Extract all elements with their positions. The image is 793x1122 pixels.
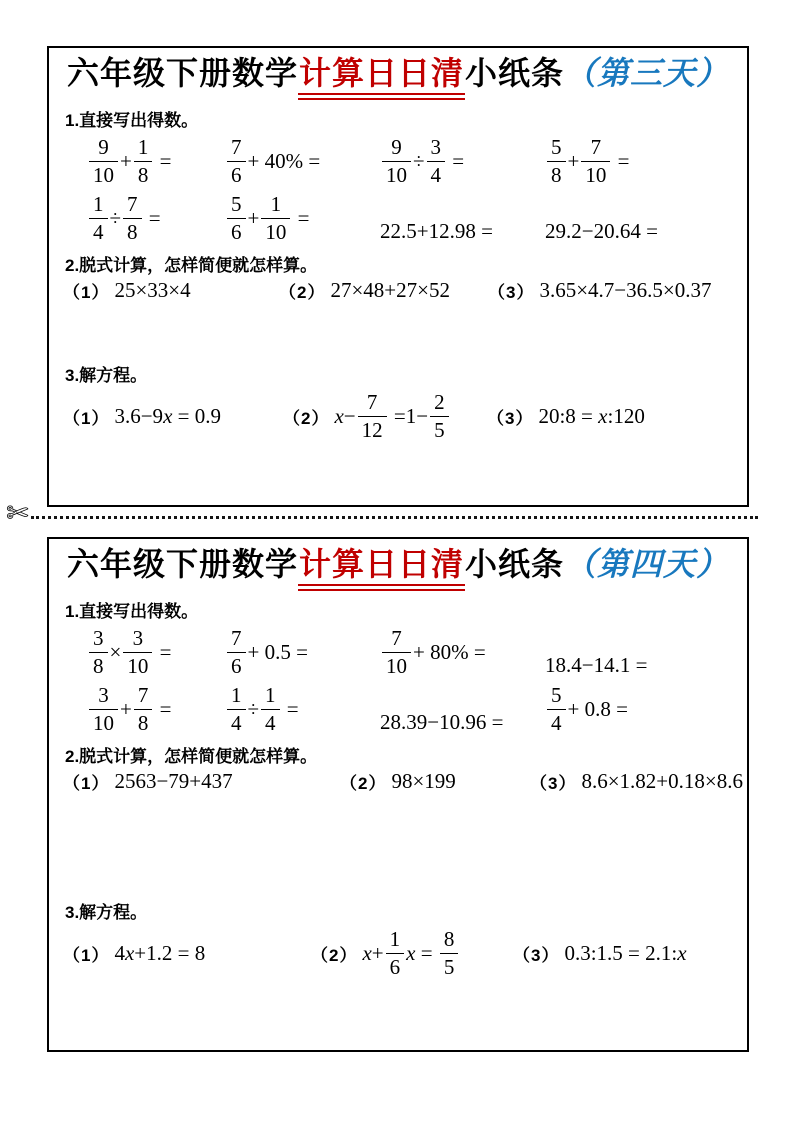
math-token: =: [154, 640, 172, 665]
math-token: = 0.9: [172, 403, 221, 428]
problem-number: （2）: [311, 945, 358, 965]
math-expression: [362, 926, 460, 979]
math-expression: [87, 137, 225, 186]
fraction: $\frac{1}{4}$: [261, 685, 280, 734]
math-token: =: [154, 697, 172, 722]
problem-number: （2）: [283, 408, 330, 428]
math-token: + 40% =: [247, 149, 321, 174]
problem-item: [513, 941, 687, 966]
fraction: $\frac{8}{5}$: [440, 929, 459, 978]
problem-number: （1）: [63, 283, 110, 303]
title-highlight: 计算日日清: [298, 545, 465, 591]
problem-item: [487, 404, 645, 429]
math-token: =: [154, 149, 172, 174]
fraction: $\frac{1}{4}$: [89, 194, 108, 243]
math-expression: [114, 404, 221, 429]
fraction: $\frac{3}{4}$: [427, 137, 446, 186]
math-expression: [391, 769, 455, 794]
q2-label: 2.脱式计算，怎样简便就怎样算。: [65, 256, 318, 276]
q1-row2: [49, 192, 747, 245]
math-expression: [87, 194, 225, 243]
math-token: 20:8 =: [538, 403, 599, 428]
math-token: 28.39−10.96 =: [380, 710, 504, 735]
math-token: + 0.5 =: [247, 640, 308, 665]
math-expression: [380, 628, 545, 677]
math-token: =: [612, 149, 630, 174]
worksheet-title: [49, 54, 747, 100]
math-token: ÷: [109, 206, 122, 231]
math-token: +: [120, 149, 132, 174]
math-variable: x: [362, 940, 372, 965]
problem-item: [340, 769, 530, 794]
math-expression: [87, 685, 225, 734]
math-expression: [87, 628, 225, 677]
problem-item: [530, 769, 743, 794]
math-variable: x: [598, 403, 608, 428]
fraction: $\frac{1}{8}$: [134, 137, 153, 186]
math-expression: [545, 137, 747, 186]
title-day-label: （第四天）: [564, 546, 730, 582]
fraction: $\frac{2}{5}$: [430, 392, 449, 441]
math-token: =: [292, 206, 310, 231]
math-token: 2563−79+437: [114, 769, 233, 794]
math-expression: [114, 769, 232, 794]
fraction: $\frac{1}{10}$: [261, 194, 290, 243]
math-expression: [225, 194, 380, 243]
math-expression: [538, 404, 644, 429]
problem-number: （3）: [513, 945, 560, 965]
math-token: + 80% =: [413, 640, 486, 665]
q1-label: 1.直接写出得数。: [65, 111, 199, 131]
problem-number: （2）: [279, 283, 326, 303]
fraction: $\frac{5}{8}$: [547, 137, 566, 186]
math-expression: [545, 653, 747, 679]
math-token: 25×33×4: [114, 278, 191, 303]
math-token: 3.65×4.7−36.5×0.37: [539, 278, 712, 303]
math-token: +: [247, 206, 260, 231]
q1-row2: [49, 683, 747, 736]
q1-row1: [49, 626, 747, 679]
fraction: $\frac{7}{10}$: [581, 137, 610, 186]
problem-number: （1）: [63, 774, 110, 794]
math-variable: x: [334, 403, 344, 428]
fraction: $\frac{7}{8}$: [134, 685, 153, 734]
cut-line: [6, 500, 758, 527]
problem-item: [488, 278, 712, 303]
title-highlight: 计算日日清: [298, 54, 465, 100]
q3-row: [49, 927, 747, 979]
fraction: $\frac{7}{6}$: [227, 628, 246, 677]
problem-number: （3）: [487, 408, 534, 428]
q3-row: [49, 390, 747, 442]
fraction: $\frac{3}{10}$: [89, 685, 118, 734]
math-token: =: [447, 149, 465, 174]
math-token: 0.3:1.5 = 2.1:: [564, 940, 678, 965]
math-token: 8.6×1.82+0.18×8.6: [581, 769, 743, 794]
problem-item: [63, 404, 283, 429]
problem-number: （1）: [63, 408, 110, 428]
math-token: ÷: [247, 697, 260, 722]
math-token: +: [371, 940, 384, 965]
scissors-icon: ✄: [6, 498, 29, 528]
q2-row: [49, 769, 747, 794]
problem-item: [63, 278, 279, 303]
math-token: +: [120, 697, 132, 722]
math-token: 27×48+27×52: [330, 278, 450, 303]
math-token: +: [567, 149, 580, 174]
problem-item: [279, 278, 488, 303]
q1-row1: [49, 135, 747, 188]
problem-number: （2）: [340, 774, 387, 794]
math-token: 29.2−20.64 =: [545, 219, 658, 244]
math-token: 18.4−14.1 =: [545, 653, 648, 678]
problem-number: （3）: [530, 774, 577, 794]
math-token: 22.5+12.98 =: [380, 219, 493, 244]
title-day-label: （第三天）: [564, 55, 730, 91]
problem-item: [63, 769, 340, 794]
math-token: ÷: [413, 149, 425, 174]
title-text-left: 六年级下册数学: [66, 546, 298, 582]
math-token: :120: [607, 403, 645, 428]
fraction: $\frac{7}{12}$: [358, 392, 387, 441]
math-variable: x: [406, 940, 416, 965]
q1-label: 1.直接写出得数。: [65, 602, 199, 622]
problem-item: [311, 926, 513, 979]
math-token: =: [415, 940, 438, 965]
math-expression: [380, 219, 545, 245]
fraction: $\frac{1}{6}$: [386, 929, 405, 978]
fraction: $\frac{3}{10}$: [123, 628, 152, 677]
problem-item: [63, 941, 311, 966]
math-variable: x: [124, 940, 135, 965]
worksheet-day3: [47, 46, 749, 507]
fraction: $\frac{7}{6}$: [227, 137, 246, 186]
math-expression: [545, 685, 747, 734]
worksheet-day4: [47, 537, 749, 1052]
math-expression: [225, 137, 380, 186]
math-expression: [330, 278, 450, 303]
title-text-right: 小纸条: [465, 546, 565, 582]
fraction: $\frac{1}{4}$: [227, 685, 246, 734]
worksheet-title: [49, 545, 747, 591]
math-expression: [380, 710, 545, 736]
math-token: ×: [109, 640, 122, 665]
math-expression: [380, 137, 545, 186]
math-token: 98×199: [391, 769, 456, 794]
math-token: =1−: [388, 403, 429, 428]
fraction: $\frac{9}{10}$: [382, 137, 411, 186]
math-token: + 0.8 =: [567, 697, 628, 722]
math-variable: x: [677, 940, 687, 965]
math-token: 3.6−9: [114, 403, 164, 428]
math-expression: [225, 628, 380, 677]
problem-number: （1）: [63, 945, 110, 965]
dotted-cut-line: [31, 516, 758, 519]
math-expression: [581, 769, 743, 794]
fraction: $\frac{3}{8}$: [89, 628, 108, 677]
math-expression: [114, 941, 205, 966]
title-text-left: 六年级下册数学: [66, 55, 298, 91]
math-token: =: [281, 697, 299, 722]
fraction: $\frac{5}{6}$: [227, 194, 246, 243]
math-token: 4: [114, 940, 125, 965]
problem-number: （3）: [488, 283, 535, 303]
math-expression: [545, 219, 747, 245]
math-expression: [539, 278, 711, 303]
math-expression: [334, 389, 450, 442]
math-token: +1.2 = 8: [134, 940, 206, 965]
math-token: −: [343, 403, 356, 428]
problem-item: [283, 389, 487, 442]
q2-label: 2.脱式计算，怎样简便就怎样算。: [65, 747, 318, 767]
math-expression: [114, 278, 190, 303]
q3-label: 3.解方程。: [65, 903, 148, 923]
math-variable: x: [163, 403, 173, 428]
fraction: $\frac{7}{10}$: [382, 628, 411, 677]
title-text-right: 小纸条: [465, 55, 565, 91]
math-expression: [225, 685, 380, 734]
q3-label: 3.解方程。: [65, 366, 148, 386]
fraction: $\frac{7}{8}$: [123, 194, 142, 243]
math-expression: [564, 941, 686, 966]
fraction: $\frac{9}{10}$: [89, 137, 118, 186]
math-token: =: [143, 206, 161, 231]
fraction: $\frac{5}{4}$: [547, 685, 566, 734]
q2-row: [49, 278, 747, 303]
